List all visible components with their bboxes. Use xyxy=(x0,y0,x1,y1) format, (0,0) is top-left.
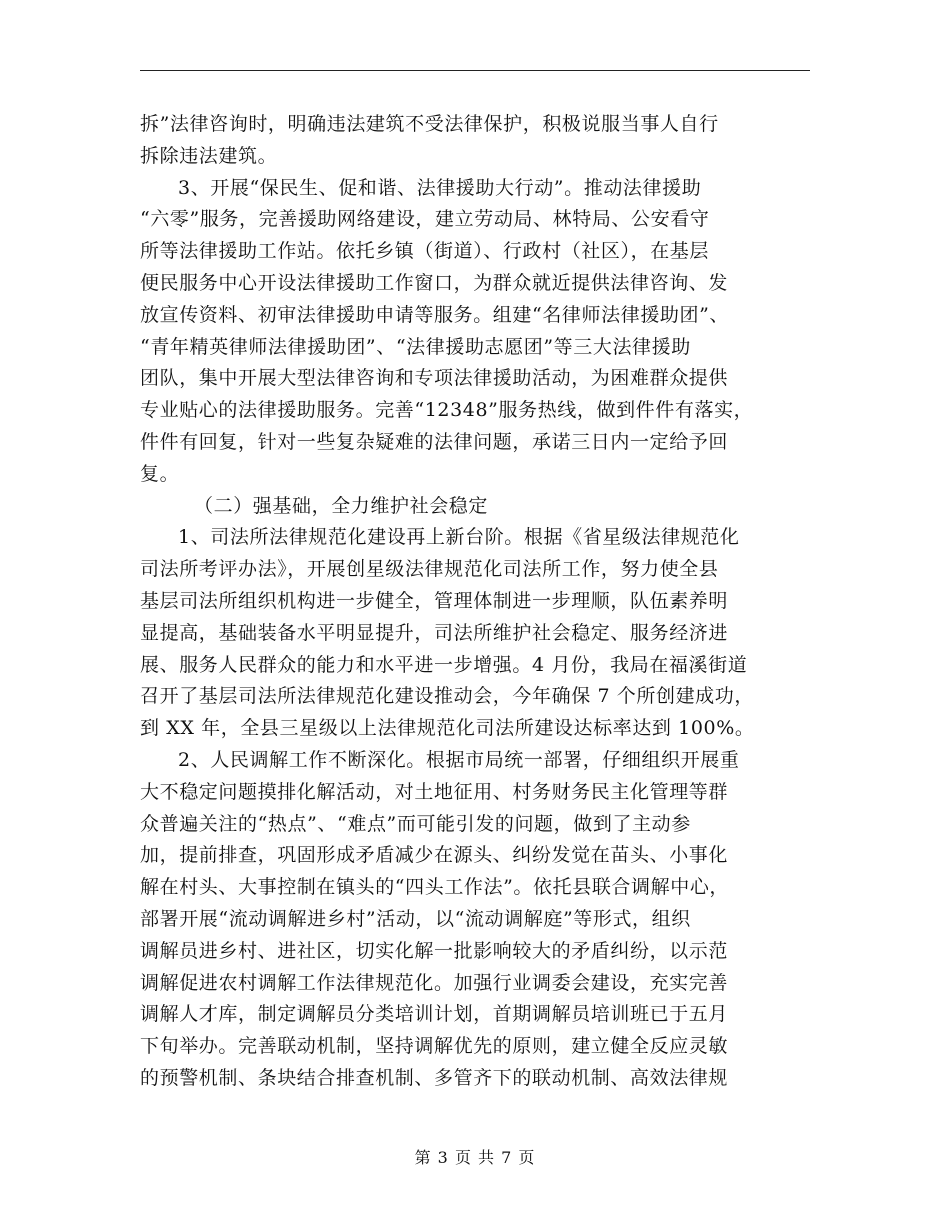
text-line: 基层司法所组织机构进一步健全，管理体制进一步理顺，队伍素养明 xyxy=(140,589,729,612)
text-line: 拆除违法建筑。 xyxy=(140,144,278,167)
text-line: 部署开展“流动调解进乡村”活动，以“流动调解庭”等形式，组织 xyxy=(140,907,691,930)
text-line: 件件有回复，针对一些复杂疑难的法律问题，承诺三日内一定给予回 xyxy=(140,430,729,453)
text-line: 所等法律援助工作站。依托乡镇（街道）、行政村（社区），在基层 xyxy=(140,240,710,263)
page-number-footer: 第 3 页 共 7 页 xyxy=(414,1148,536,1167)
section-heading: （二）强基础，全力维护社会稳定 xyxy=(194,494,489,517)
text-line: “六零”服务，完善援助网络建设，建立劳动局、林特局、公安看守 xyxy=(140,208,710,231)
text-line: 放宣传资料、初审法律援助申请等服务。组建“名律师法律援助团”、 xyxy=(140,303,730,326)
text-line: 的预警机制、条块结合排查机制、多管齐下的联动机制、高效法律规 xyxy=(140,1066,729,1089)
text-line: 解在村头、大事控制在镇头的“四头工作法”。依托县联合调解中心， xyxy=(140,876,730,899)
text-line: 调解员进乡村、进社区，切实化解一批影响较大的矛盾纠纷，以示范 xyxy=(140,939,729,962)
text-line: “青年精英律师法律援助团”、“法律援助志愿团”等三大法律援助 xyxy=(140,335,691,358)
header-rule xyxy=(140,70,810,71)
text-line: 司法所考评办法》，开展创星级法律规范化司法所工作，努力使全县 xyxy=(140,558,719,581)
text-line: 便民服务中心开设法律援助工作窗口，为群众就近提供法律咨询、发 xyxy=(140,271,729,294)
text-line: 众普遍关注的“热点”、“难点”而可能引发的问题，做到了主动参 xyxy=(140,812,691,835)
text-line: 下旬举办。完善联动机制，坚持调解优先的原则，建立健全反应灵敏 xyxy=(140,1035,729,1058)
text-line: 大不稳定问题摸排化解活动，对土地征用、村务财务民主化管理等群 xyxy=(140,780,729,803)
text-line: 2、人民调解工作不断深化。根据市局统一部署，仔细组织开展重 xyxy=(178,748,740,771)
text-line: 到 XX 年，全县三星级以上法律规范化司法所建设达标率达到 100%。 xyxy=(140,717,755,740)
text-line: 调解促进农村调解工作法律规范化。加强行业调委会建设，充实完善 xyxy=(140,971,729,994)
text-line: 拆”法律咨询时，明确违法建筑不受法律保护，积极说服当事人自行 xyxy=(140,113,719,135)
text-line: 复。 xyxy=(140,462,180,485)
text-line: 展、服务人民群众的能力和水平进一步增强。4 月份，我局在福溪街道 xyxy=(140,653,748,676)
text-line: 专业贴心的法律援助服务。完善“12348”服务热线，做到件件有落实， xyxy=(140,399,754,422)
text-line: 加，提前排查，巩固形成矛盾减少在源头、纠纷发觉在苗头、小事化 xyxy=(140,844,729,867)
text-line: 团队，集中开展大型法律咨询和专项法律援助活动，为困难群众提供 xyxy=(140,367,729,390)
text-line: 1、司法所法律规范化建设再上新台阶。根据《省星级法律规范化 xyxy=(178,526,740,549)
text-line: 召开了基层司法所法律规范化建设推动会，今年确保 7 个所创建成功， xyxy=(140,685,754,708)
text-line: 显提高，基础装备水平明显提升，司法所维护社会稳定、服务经济进 xyxy=(140,621,729,644)
text-line: 3、开展“保民生、促和谐、法律援助大行动”。推动法律援助 xyxy=(178,176,702,199)
text-line: 调解人才库，制定调解员分类培训计划，首期调解员培训班已于五月 xyxy=(140,1003,729,1026)
document-body xyxy=(140,109,812,1095)
